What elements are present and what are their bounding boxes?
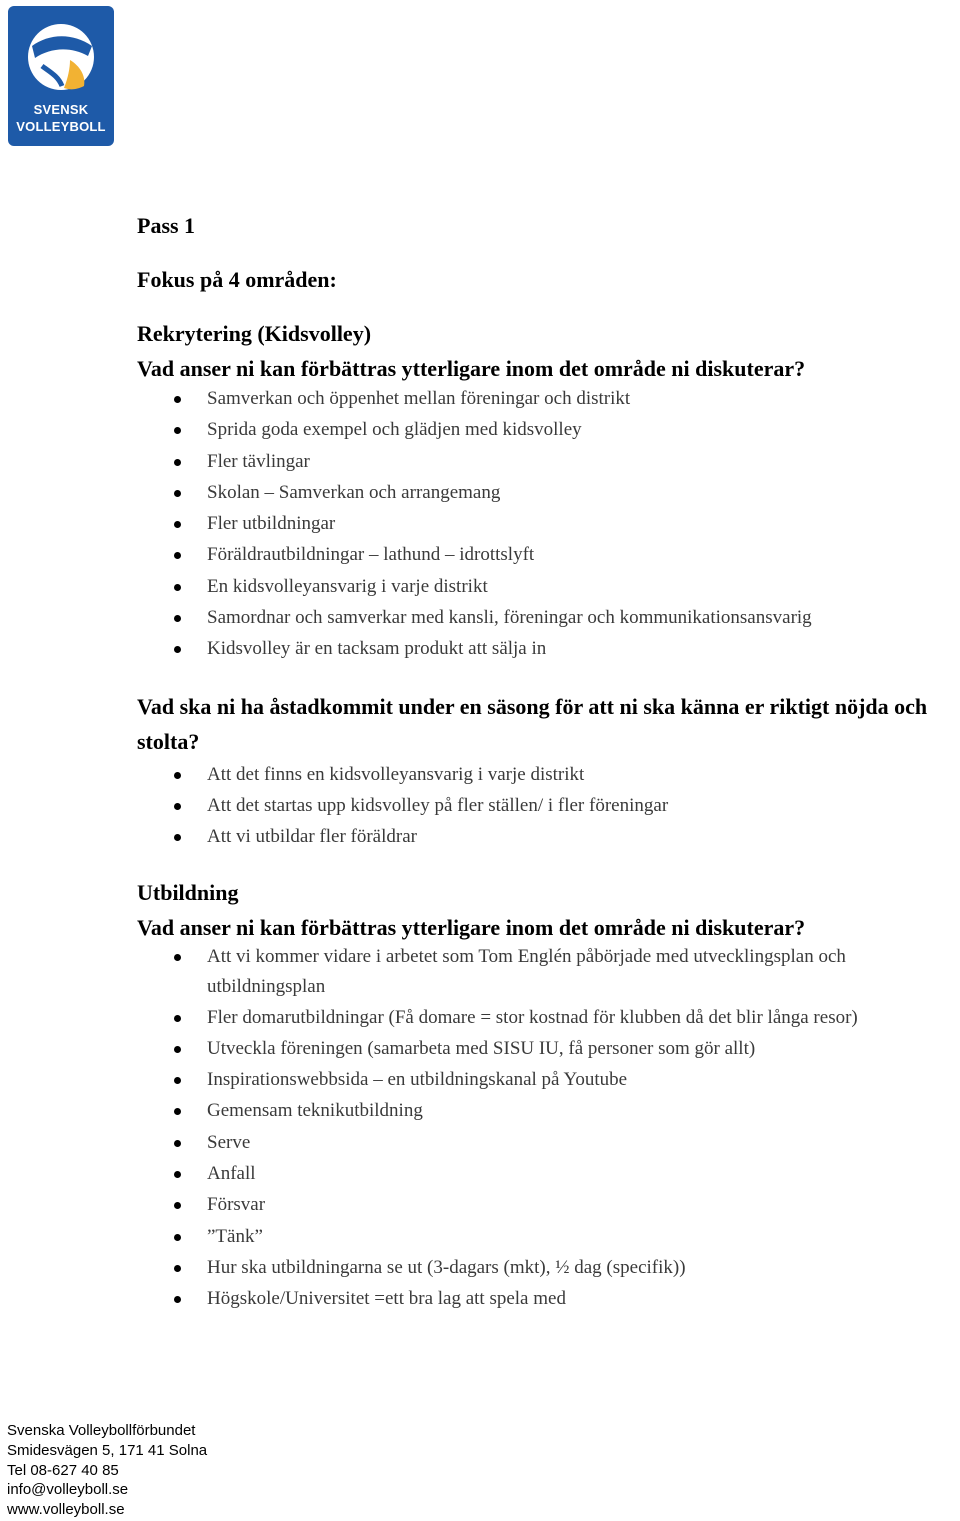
page-subtitle: Fokus på 4 områden: xyxy=(137,267,337,292)
list-item: Sprida goda exempel och glädjen med kidsvolley xyxy=(137,414,959,445)
list-item: Föräldrautbildningar – lathund – idrottslyft xyxy=(137,539,959,570)
list-item: Fler domarutbildningar (Få domare = stor kostnad för klubben då det blir långa resor) xyxy=(137,1002,959,1033)
svensk-volleyboll-logo xyxy=(8,6,114,146)
list-item: Gemensam teknikutbildning xyxy=(137,1095,959,1126)
bullet-list xyxy=(137,759,959,853)
section-heading-rekrytering: Rekrytering (Kidsvolley) xyxy=(137,321,372,346)
footer-phone: Tel 08-627 40 85 xyxy=(7,1461,119,1479)
section-question: Vad ska ni ha åstadkommit under en säsong för att ni ska känna er riktigt nöjda och stolta? xyxy=(137,693,928,754)
footer-email-link[interactable]: info@volleyboll.se xyxy=(7,1481,129,1499)
list-item: Anfall xyxy=(137,1158,959,1189)
list-item: Försvar xyxy=(137,1189,959,1220)
bullet-list xyxy=(137,383,959,665)
list-item: Inspirationswebbsida – en utbildningskanal på Youtube xyxy=(137,1064,959,1095)
section-question: Vad anser ni kan förbättras ytterligare inom det område ni diskuterar? xyxy=(137,356,806,381)
list-item: Kidsvolley är en tacksam produkt att sälja in xyxy=(137,633,959,664)
list-item: ”Tänk” xyxy=(137,1221,959,1252)
footer-web-link[interactable]: www.volleyboll.se xyxy=(7,1501,125,1519)
list-item: Att vi kommer vidare i arbetet som Tom Englén påbörjade med utvecklingsplan och utbildningsplan xyxy=(137,942,959,1002)
list-item: Att vi utbildar fler föräldrar xyxy=(137,821,959,852)
page-title: Pass 1 xyxy=(137,213,196,238)
footer-address: Smidesvägen 5, 171 41 Solna xyxy=(7,1441,208,1459)
logo-line-2: VOLLEYBOLL xyxy=(16,119,106,134)
list-item: Fler tävlingar xyxy=(137,446,959,477)
footer-org: Svenska Volleybollförbundet xyxy=(7,1422,196,1439)
list-item: Att det finns en kidsvolleyansvarig i varje distrikt xyxy=(137,759,959,790)
list-item: En kidsvolleyansvarig i varje distrikt xyxy=(137,571,959,602)
list-item: Samordnar och samverkar med kansli, föreningar och kommunikationsansvarig xyxy=(137,602,959,633)
list-item: Hur ska utbildningarna se ut (3-dagars (mkt), ½ dag (specifik)) xyxy=(137,1252,959,1283)
list-item: Högskole/Universitet =ett bra lag att spela med xyxy=(137,1283,959,1314)
list-item: Att det startas upp kidsvolley på fler ställen/ i fler föreningar xyxy=(137,790,959,821)
list-item: Serve xyxy=(137,1127,959,1158)
list-item: Utveckla föreningen (samarbeta med SISU IU, få personer som gör allt) xyxy=(137,1033,959,1064)
footer-contact xyxy=(7,1421,207,1520)
section-heading-utbildning: Utbildning xyxy=(137,879,239,905)
list-item: Skolan – Samverkan och arrangemang xyxy=(137,477,959,508)
list-item: Samverkan och öppenhet mellan föreningar och distrikt xyxy=(137,383,959,414)
section-question: Vad anser ni kan förbättras ytterligare inom det område ni diskuterar? xyxy=(137,914,806,940)
logo-line-1: SVENSK xyxy=(33,102,89,117)
document-body xyxy=(137,212,959,1315)
volleyball-icon xyxy=(22,16,100,98)
bullet-list xyxy=(137,942,959,1315)
list-item: Fler utbildningar xyxy=(137,508,959,539)
